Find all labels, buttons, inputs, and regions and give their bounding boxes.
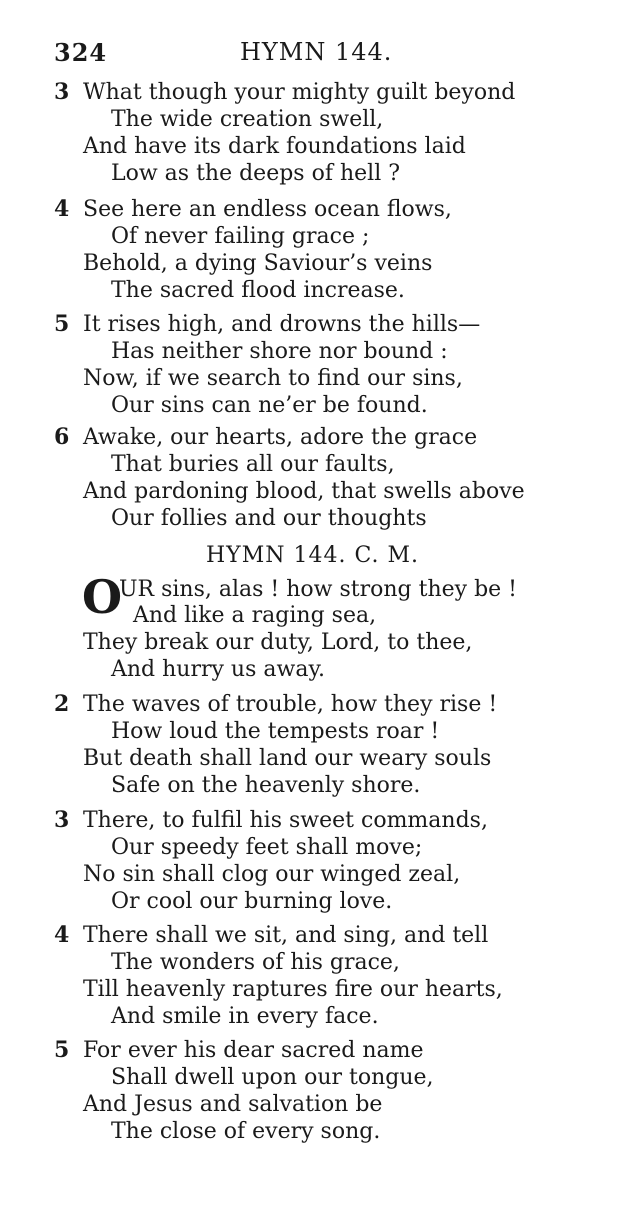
verse-line: The waves of trouble, how they rise ! xyxy=(83,692,498,717)
verse-line: Till heavenly raptures fire our hearts, xyxy=(83,977,503,1002)
verse-number: 5 xyxy=(54,311,70,337)
verse-line: Now, if we search to find our sins, xyxy=(83,366,463,391)
verse-line: See here an endless ocean flows, xyxy=(83,197,452,222)
page-header xyxy=(54,38,574,68)
verse-line: And smile in every face. xyxy=(111,1004,379,1029)
verse-number: 6 xyxy=(54,424,70,450)
verse-line: The close of every song. xyxy=(111,1119,381,1144)
verse-line: It rises high, and drowns the hills— xyxy=(83,312,481,337)
drop-cap: O xyxy=(82,570,123,624)
verse-number: 3 xyxy=(54,807,70,833)
verse-line: But death shall land our weary souls xyxy=(83,746,492,771)
verse-line: Awake, our hearts, adore the grace xyxy=(83,425,478,450)
verse-line: UR sins, alas ! how strong they be ! xyxy=(119,577,518,602)
verse-number: 3 xyxy=(54,79,70,105)
verse-line: Or cool our burning love. xyxy=(111,889,393,914)
verse-number: 5 xyxy=(54,1037,70,1063)
verse-line: How loud the tempests roar ! xyxy=(111,719,440,744)
verse-line: They break our duty, Lord, to thee, xyxy=(83,630,473,655)
verse-line: No sin shall clog our winged zeal, xyxy=(83,862,461,887)
verse-line: And Jesus and salvation be xyxy=(83,1092,383,1117)
verse-line: And hurry us away. xyxy=(111,657,325,682)
verse-line: And have its dark foundations laid xyxy=(83,134,466,159)
verse-line: That buries all our faults, xyxy=(111,452,395,477)
verse-line: Shall dwell upon our tongue, xyxy=(111,1065,434,1090)
verse-line: And pardoning blood, that swells above xyxy=(83,479,525,504)
verse-line: Has neither shore nor bound : xyxy=(111,339,448,364)
verse-line: Behold, a dying Saviour’s veins xyxy=(83,251,433,276)
verse-number: 4 xyxy=(54,196,70,222)
verse-line: What though your mighty guilt beyond xyxy=(83,80,516,105)
page-number: 324 xyxy=(54,38,108,67)
hymn-title: HYMN 144. C. M. xyxy=(206,543,420,568)
verse-line: Our follies and our thoughts xyxy=(111,506,427,531)
verse-line: Our speedy feet shall move; xyxy=(111,835,423,860)
running-title: HYMN 144. xyxy=(240,38,393,66)
verse-line: The wonders of his grace, xyxy=(111,950,400,975)
verse-line: For ever his dear sacred name xyxy=(83,1038,424,1063)
verse-line: There, to fulfil his sweet commands, xyxy=(83,808,488,833)
verse-number: 2 xyxy=(54,691,70,717)
verse-line: Our sins can ne’er be found. xyxy=(111,393,428,418)
verse-line: And like a raging sea, xyxy=(133,603,377,628)
verse-line: Low as the deeps of hell ? xyxy=(111,161,401,186)
verse-line: The wide creation swell, xyxy=(111,107,384,132)
verse-line: There shall we sit, and sing, and tell xyxy=(83,923,489,948)
verse-number: 4 xyxy=(54,922,70,948)
verse-line: Of never failing grace ; xyxy=(111,224,370,249)
verse-line: The sacred flood increase. xyxy=(111,278,405,303)
verse-line: Safe on the heavenly shore. xyxy=(111,773,421,798)
